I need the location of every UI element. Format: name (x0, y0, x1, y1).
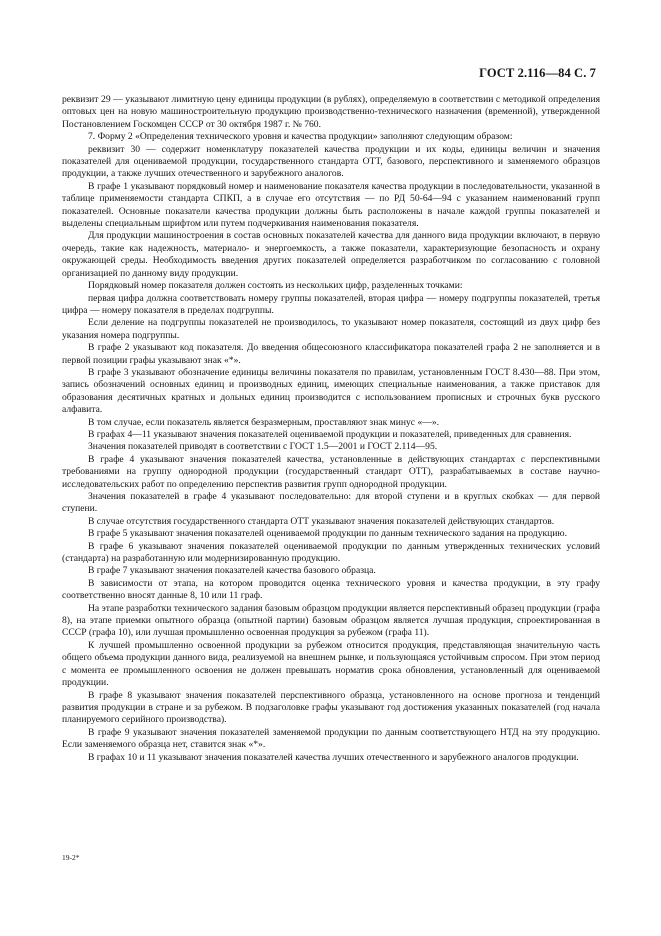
paragraph: В графе 1 указывают порядковый номер и наименование показателя качества продукции в последовательности, указанной в таблице применяемости стандарта СПКП, а в случае его отсутствия — по РД 50-64—94 с указанием наименований групп показателей. Основные показатели качества продукции должны быть расположены в начале каждой группы показателей и выделены специальным шрифтом или путем подчеркивания наименования показателя. (62, 180, 600, 230)
paragraph: В случае отсутствия государственного стандарта ОТТ указывают значения показателей действующих стандартов. (88, 515, 555, 527)
paragraph: К лучшей промышленно освоенной продукции за рубежом относится продукция, представляющая значительную часть общего объема продукции данного вида, реализуемой на внешнем рынке, и пользующаяся устойчивым спросом. При этом период с момента ее промышленного освоения не должен превышать норматив срока обновления, установленный для оцениваемой продукции. (62, 639, 600, 689)
paragraph: В графе 7 указывают значения показателей качества базового образца. (88, 565, 376, 577)
paragraph: В том случае, если показатель является безразмерным, проставляют знак минус «—». (88, 416, 440, 428)
page-footer-mark: 19-2* (62, 853, 80, 862)
paragraph: В графах 10 и 11 указывают значения показателей качества лучших отечественного и зарубежного аналогов продукции. (88, 751, 579, 763)
paragraph: В графе 9 указывают значения показателей заменяемой продукции по данным соответствующего НТД на эту продукцию. Если заменяемого образца нет, ставится знак «*». (62, 726, 600, 751)
paragraph: Если деление на подгруппы показателей не производилось, то указывают номер показателя, состоящий из двух цифр без указания номера подгруппы. (62, 317, 600, 341)
paragraph: 7. Форму 2 «Определения технического уровня и качества продукции» заполняют следующим образом: (88, 131, 513, 143)
paragraph: реквизит 29 — указывают лимитную цену единицы продукции (в рублях), определяемую в соответствии с методикой определения оптовых цен на новую машиностроительную продукцию производственно-технического назначения (временной), утвержденной Постановлением Госкомцен СССР от 30 октября 1987 г. № 760. (62, 94, 600, 130)
paragraph: Для продукции машиностроения в состав основных показателей качества для данного вида продукции включают, в первую очередь, такие как надежность, материало- и энергоемкость, а также показатели, характеризующие безопасность и охрану окружающей среды. Необходимость введения других показателей определяется разработчиком по согласованию с головной организацией по данному виду продукции. (62, 230, 600, 279)
paragraph: На этапе разработки технического задания базовым образцом продукции является перспективный образец продукции (графа 8), на этапе приемки опытного образца (опытной партии) базовым образцом является лучшая продукция, спроектированная в СССР (графа 10), или лучшая промышленно освоенная продукция за рубежом (графа 11). (62, 602, 600, 639)
paragraph: В графе 5 указывают значения показателей оцениваемой продукции по данным технического задания на продукцию. (88, 528, 567, 540)
paragraph: В графе 2 указывают код показателя. До введения общесоюзного классификатора показателей графа 2 не заполняется и в первой позиции графы указывают знак «*». (62, 342, 600, 366)
paragraph: Значения показателей в графе 4 указывают последовательно: для второй ступени и в круглых скобках — для первой ступени. (62, 491, 600, 515)
paragraph: В графе 6 указывают значения показателей оцениваемой продукции по данным утвержденных технических условий (стандарта) на разработанную или модернизированную продукцию. (62, 540, 600, 565)
paragraph: В графе 8 указывают значения показателей перспективного образца, установленного на основе прогноза и тенденций развития продукции в стране и за рубежом. В подзаголовке графы указывают год достижения указанных показателей (год начала планируемого серийного производства). (62, 689, 600, 726)
page-header: ГОСТ 2.116—84 С. 7 (479, 66, 596, 80)
paragraph: В графах 4—11 указывают значения показателей оцениваемой продукции и показателей, приведенных для сравнения. (88, 428, 572, 440)
paragraph: Значения показателей приводят в соответствии с ГОСТ 1.5—2001 и ГОСТ 2.114—95. (88, 441, 438, 453)
paragraph: В графе 4 указывают значения показателей качества, установленные в действующих стандартах с перспективными требованиями на группу однородной продукции (государственный стандарт ОТТ), разрабатываемых в составе научно-исследовательских работ по определению перспектив развития групп однородной продукции. (62, 453, 600, 490)
paragraph: первая цифра должна соответствовать номеру группы показателей, вторая цифра — номеру подгруппы показателей, третья цифра — номеру показателя в пределах подгруппы. (62, 292, 600, 316)
paragraph: Порядковый номер показателя должен состоять из нескольких цифр, разделенных точками: (88, 280, 463, 292)
paragraph: В графе 3 указывают обозначение единицы величины показателя по правилам, установленным ГОСТ 8.430—88. При этом, запись обозначений основных единиц и производных единиц, имеющих специальные наименования, а также приставок для образования десятичных кратных и дольных единиц производится с использованием прописных и строчных букв русского алфавита. (62, 366, 600, 416)
document-body (62, 94, 600, 764)
paragraph: В зависимости от этапа, на котором проводится оценка технического уровня и качества продукции, в эту графу соответственно вносят данные 8, 10 или 11 граф. (62, 577, 600, 602)
paragraph: реквизит 30 — содержит номенклатуру показателей качества продукции и их коды, единицы величин и значения показателей для оцениваемой продукции, государственного стандарта ОТТ, базового, перспективного и заменяемого образцов продукции, а также лучших отечественного и зарубежного аналогов. (62, 143, 600, 180)
